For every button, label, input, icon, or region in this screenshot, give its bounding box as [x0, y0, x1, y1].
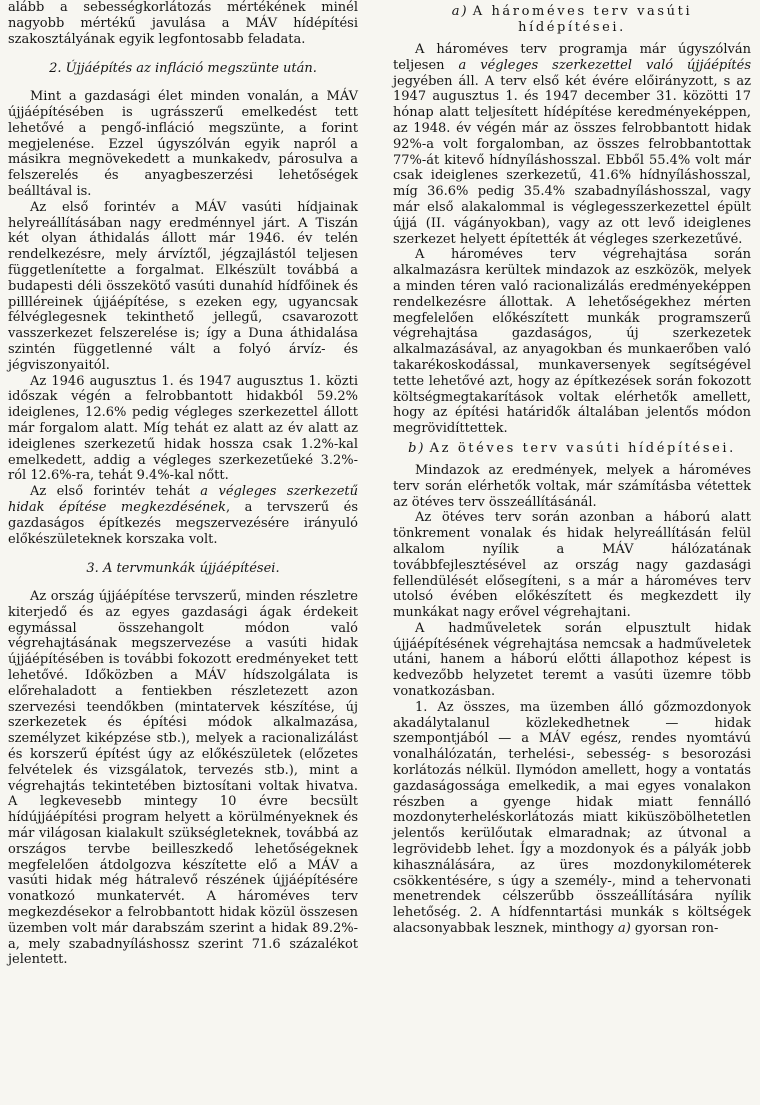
section-b-paragraph-1: Mindazok az eredmények, melyek a hároméves terv során elérhetők voltak, már számításba vétettek az ötéves terv összeállításánál. [393, 462, 751, 510]
section-a-heading [403, 4, 741, 36]
emphasis-text: a végleges szerkezetű hidak építése megkezdésének [8, 484, 358, 515]
section-b-letter: b) [408, 440, 426, 456]
section-b-title: Az ötéves terv vasúti hídépítései. [429, 440, 736, 456]
section-b-paragraph-2: Az ötéves terv során azonban a háború alatt tönkrement vonalak és hidak helyreállításán felül alkalom nyílik a MÁV hálózatának továbbfejlesztésével az ország nagy gazdasági fellendülését elősegíteni, s a már a hároméves terv utolsó évében előkészített és megkezdett ily munkákat nagy erővel végrehajtani. [393, 510, 751, 621]
section-b-paragraph-4 [393, 700, 751, 937]
section-a-paragraph-1 [393, 42, 751, 247]
text-run: gyorsan ron- [630, 921, 719, 937]
section-b-heading [403, 441, 741, 457]
section-2-paragraph-4 [8, 484, 358, 547]
text-run: A hároméves terv programja már úgyszólván teljesen [393, 42, 751, 73]
section-2-heading: 2. Újjáépítés az infláció megszünte után. [49, 61, 317, 77]
section-3-paragraph-1: Az ország újjáépítése tervszerű, minden részletre kiterjedő és az egyes gazdasági ágak érdekeit egymással összehangolt módon való végrehajtásának megszervezése a vasúti hidak újjáépítésében is további fokozott eredményeket tett lehetővé. Időközben a MÁV hídszolgálata is előrehaladott a fentiekben részletezett azon szervezési teendőkben (mintatervek készítése, új szerkezetek és építési módok alkalmazása, személyzet kiképzése stb.), melyek a racionalizálást és korszerű építést úgy az előkészületek (előzetes felvételek és vizsgálatok, tervezés stb.), mint a végrehajtás tekintetében biztosítani voltak hivatva. A legkevesebb mintegy 10 évre becsült hídújjáépítési program helyett a körülményeknek és már világosan kialakult szükségleteknek, továbbá az országos tervbe beilleszkedő lehetőségeknek megfelelően átdolgozva készítette elő a MÁV a vasúti hidak még hátralevő részének újjáépítésére vonatkozó munkatervét. A hároméves terv megkezdésekor a felrobbantott hidak közül összesen üzemben volt már darabszám szerint a hidak 89.2%-a, mely szabadnyíláshossz szerint 71.6 százalékot jelentett. [8, 589, 358, 968]
section-a-letter: a) [451, 4, 469, 19]
section-2-paragraph-2: Az első forintév a MÁV vasúti hídjainak helyreállításában nagy eredménnyel járt. A Tiszán két olyan áthidalás állott már 1946. év telén rendelkezésre, mely árvíztől, jégzajlástól teljesen függetlenítette a forgalmat. Elkészült továbbá a budapesti déli összekötő vasúti dunahíd hídfőinek és pillléreinek újjáépítése, s ezeken egy, ugyancsak félvéglegesnek tekinthető jellegű, csavarozott vasszerkezet felszerelése is; így a Duna áthidalása szintén függetlenné vált a folyó árvíz- és jégviszonyaitól. [8, 199, 358, 373]
section-b-paragraph-3: A hadműveletek során elpusztult hidak újjáépítésének végrehajtása nemcsak a hadműveletek utáni, hanem a háború előtti állapothoz képest is kedvezőbb helyzetet teremt a vasúti üzemre több vonatkozásban. [393, 620, 751, 700]
emphasis-text: a) [617, 921, 631, 937]
section-2-paragraph-1: Mint a gazdasági élet minden vonalán, a MÁV újjáépítésében is ugrásszerű emelkedést tett lehetővé a pengő-infláció megszünte, a forint megjelenése. Ezzel úgyszólván egyik napról a másikra megnövekedett a munkakedv, párosulva a felszerelés és anyagbeszerzési lehetőségek beálltával is. [8, 89, 358, 199]
section-3-heading: 3. A tervmunkák újjáépítései. [86, 561, 280, 577]
text-run: jegyében áll. A terv első két évére előirányzott, s az 1947 augusztus 1. és 1947 december 31. közötti 17 hónap alatt teljesített hídépítése keredményeképpen, az 1948. év végén már az összes felrobbantott hidak 92%-a volt forgalomban, az összes felrobbantottak 77%-át kitevő hídnyíláshosszal. Ebből 55.4% volt már csak ideiglenes szerkezetű, 41.6% hídnyíláshosszal, míg 36.6% pedig 35.4% szabadnyíláshosszal, vagy már első alakalommal is véglegesszerkezettel épült újjá (II. vágányokban), vagy az ott levő ideiglenes szerkezet helyett építették át végleges szerkezetűvé. [393, 73, 751, 247]
section-a-paragraph-2: A hároméves terv végrehajtása során alkalmazásra kerültek mindazok az eszközök, melyek a minden téren való racionalizálás eredményeképpen rendelkezésre állottak. A lehetőségekhez mérten megfelelően előkészített munkák programszerű végrehajtása gazdaságos, új szerkezetek alkalmazásával, az anyagokban és munkaerőben való takarékoskodással, munkaversenyek segítségével tette lehetővé azt, hogy az építkezések során fokozott költségmegtakarítások voltak elérhetők amellett, hogy az építési határidők általában jelentős módon megrövidíttettek. [393, 247, 751, 437]
text-run: Az első forintév tehát [30, 484, 201, 500]
left-column [8, 0, 358, 968]
section-a-title: A hároméves terv vasúti hídépítései. [472, 4, 693, 35]
intro-paragraph: alább a sebességkorlátozás mértékének minél nagyobb mértékű javulása a MÁV hídépítési szakosztályának egyik legfontosabb feladata. [8, 0, 358, 47]
section-2-paragraph-3: Az 1946 augusztus 1. és 1947 augusztus 1. közti időszak végén a felrobbantott hidakból 59.2% ideiglenes, 12.6% pedig végleges szerkezettel állott már forgalom alatt. Míg tehát ez alatt az év alatt az ideiglenes szerkezetű hidak hossza csak 1.2%-kal emelkedett, addig a végleges szerkezetűeké 3.2%-ról 12.6%-ra, tehát 9.4%-kal nőtt. [8, 373, 358, 484]
text-run: , a tervszerű és gazdaságos építkezés megszervezésére irányuló előkészületeknek korszaka volt. [8, 499, 358, 547]
right-column [393, 0, 751, 937]
text-run: 1. Az összes, ma üzemben álló gőzmozdonyok akadálytalanul közlekedhetnek — hidak szempontjából — a MÁV egész, rendes nyomtávú vonalhálózatán, terhelési-, sebesség- s besorozási korlátozás nélkül. Ilymódon amellett, hogy a vontatás gazdaságossága emelkedik, a mai egyes vonalakon részben a gyenge hidak miatt fennálló mozdonyterheléskorlátozás miatt kiküszöbölhetetlen jelentős kerülőutak elmaradnak; az útvonal a legrövidebb lehet. Így a mozdonyok és a pályák jobb kihasználására, az üres mozdonykilométerek csökkentésére, s úgy a személy-, mind a tehervonati menetrendek célszerűbb összeállítására nyílik lehetőség. 2. A hídfenntartási munkák s költségek alacsonyabbak lesznek, minthogy [393, 699, 751, 937]
emphasis-text: a végleges szerkezettel való újjáépítés [458, 57, 751, 73]
